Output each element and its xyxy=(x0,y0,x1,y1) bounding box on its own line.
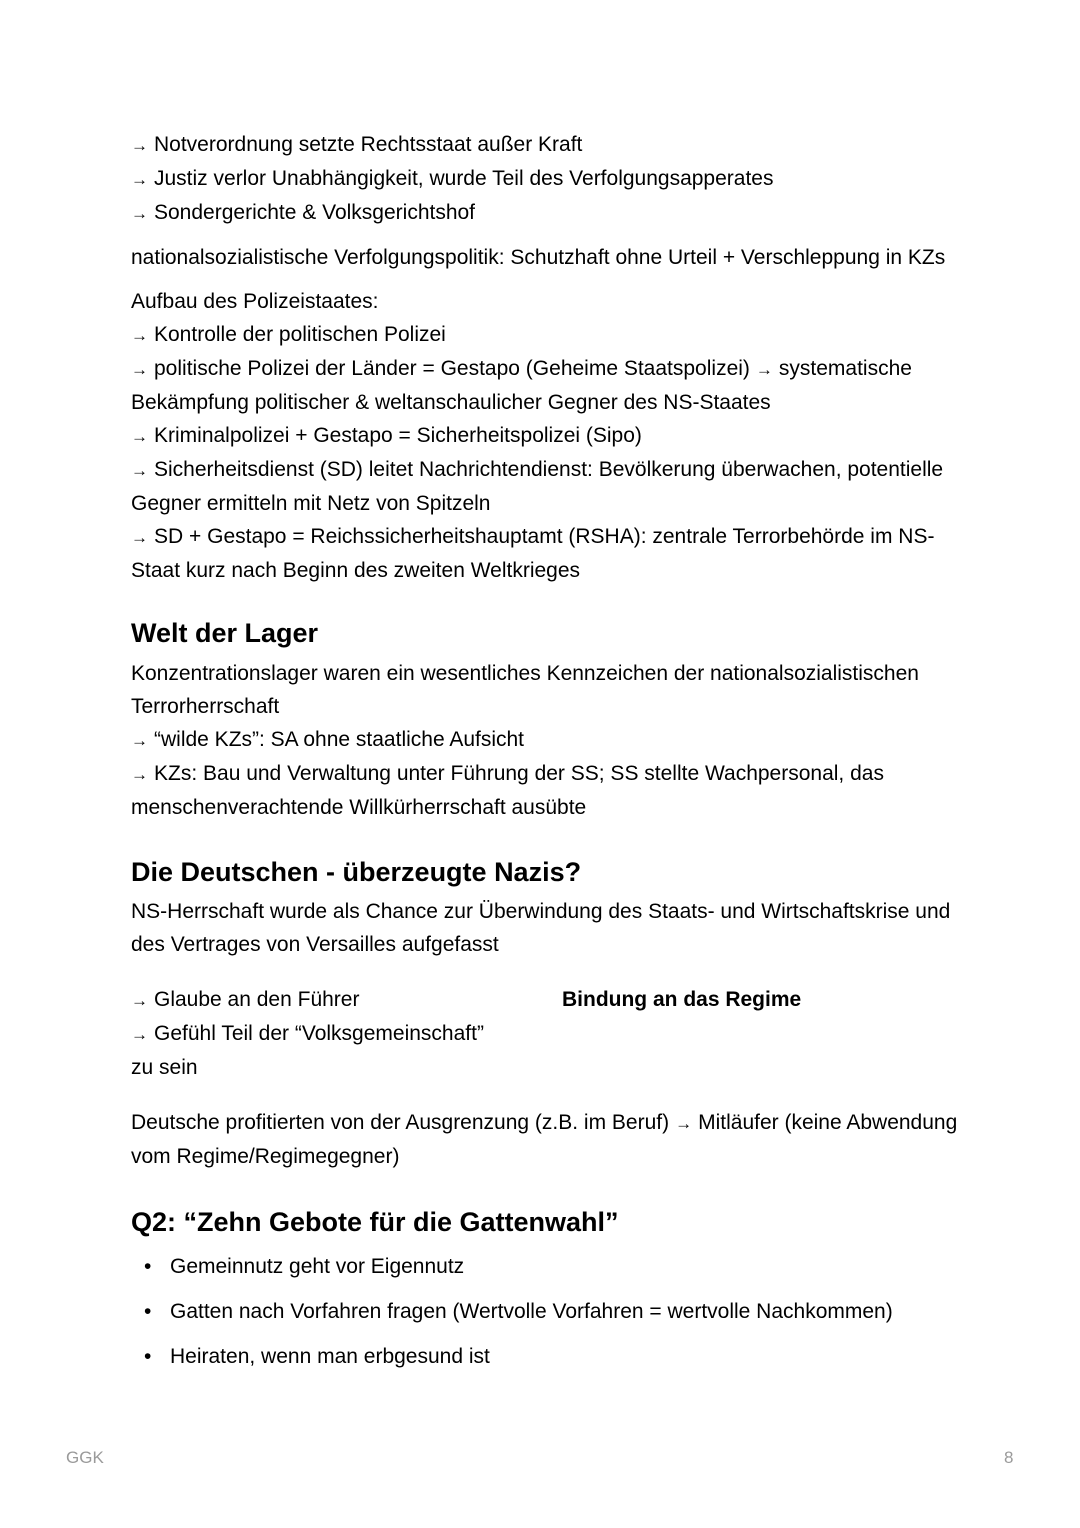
polizei-item-3: → Kriminalpolizei + Gestapo = Sicherheitspolizei (Sipo) xyxy=(131,419,961,453)
polizei-item-4: → Sicherheitsdienst (SD) leitet Nachrichtendienst: Bevölkerung überwachen, potentielle Gegner ermitteln mit Netz von Spitzeln xyxy=(131,453,961,520)
arrow-icon: → xyxy=(131,731,148,750)
intro-line-3: → Sondergerichte & Volksgerichtshof xyxy=(131,196,961,230)
list-item: • Gemeinnutz geht vor Eigennutz xyxy=(131,1250,961,1283)
bindung-regime-label: Bindung an das Regime xyxy=(562,988,802,1011)
arrow-icon: → xyxy=(131,427,148,446)
polizei-item-5: → SD + Gestapo = Reichssicherheitshauptamt (RSHA): zentrale Terrorbehörde im NS-Staat kurz nach Beginn des zweiten Weltkrieges xyxy=(131,520,961,587)
section-title-q2: Q2: “Zehn Gebote für die Gattenwahl” xyxy=(131,1207,619,1237)
bullet-icon: • xyxy=(144,1345,152,1368)
lager-item-2: → KZs: Bau und Verwaltung unter Führung der SS; SS stellte Wachpersonal, das menschenverachtende Willkürherrschaft ausübte xyxy=(131,757,961,824)
lager-item-1: → “wilde KZs”: SA ohne staatliche Aufsicht xyxy=(131,723,961,757)
arrow-icon: → xyxy=(131,991,148,1010)
q2-list xyxy=(131,1250,961,1373)
profit-paragraph: Deutsche profitierten von der Ausgrenzung (z.B. im Beruf) → Mitläufer (keine Abwendung vom Regime/Regimegegner) xyxy=(131,1106,961,1173)
list-item: • Gatten nach Vorfahren fragen (Wertvolle Vorfahren = wertvolle Nachkommen) xyxy=(131,1295,961,1328)
polizei-block xyxy=(131,285,961,587)
intro-block xyxy=(131,128,961,230)
bullet-icon: • xyxy=(144,1300,152,1323)
polizei-item-2: → politische Polizei der Länder = Gestapo (Geheime Staatspolizei) → systematische Bekämpfung politischer & weltanschaulicher Gegner des NS-Staates xyxy=(131,352,961,419)
intro-line-1: → Notverordnung setzte Rechtsstaat außer Kraft xyxy=(131,128,961,162)
bindung-columns xyxy=(131,983,961,1084)
arrow-icon: → xyxy=(675,1114,693,1133)
section-title-lager: Welt der Lager xyxy=(131,618,319,648)
bindung-left-column xyxy=(131,983,562,1084)
footer-label: GGK xyxy=(66,1448,104,1467)
bindung-item-1: → Glaube an den Führer xyxy=(131,983,562,1017)
intro-line-2: → Justiz verlor Unabhängigkeit, wurde Teil des Verfolgungsapperates xyxy=(131,162,961,196)
bullet-icon: • xyxy=(144,1255,152,1278)
polizei-heading: Aufbau des Polizeistaates: xyxy=(131,290,379,313)
arrow-icon: → xyxy=(131,360,148,379)
arrow-icon: → xyxy=(131,461,148,480)
arrow-icon: → xyxy=(131,1025,148,1044)
arrow-icon: → xyxy=(131,528,148,547)
polizei-item-1: → Kontrolle der politischen Polizei xyxy=(131,318,961,352)
arrow-icon: → xyxy=(131,204,148,223)
list-item: • Heiraten, wenn man erbgesund ist xyxy=(131,1340,961,1373)
arrow-icon: → xyxy=(131,170,148,189)
arrow-icon: → xyxy=(131,136,148,155)
page-number: 8 xyxy=(1004,1448,1014,1467)
lager-intro: Konzentrationslager waren ein wesentliches Kennzeichen der nationalsozialistischen Terrorherrschaft xyxy=(131,662,919,718)
bindung-item-2: → Gefühl Teil der “Volksgemeinschaft” zu sein xyxy=(131,1017,511,1084)
verfolgung-paragraph: nationalsozialistische Verfolgungspolitik: Schutzhaft ohne Urteil + Verschleppung in KZs xyxy=(131,246,946,269)
arrow-icon: → xyxy=(131,765,148,784)
lager-block xyxy=(131,657,961,824)
deutsche-intro: NS-Herrschaft wurde als Chance zur Überwindung des Staats- und Wirtschaftskrise und des Vertrages von Versailles aufgefasst xyxy=(131,900,951,956)
document-page xyxy=(131,128,961,1385)
arrow-icon: → xyxy=(131,326,148,345)
section-title-deutsche: Die Deutschen - überzeugte Nazis? xyxy=(131,857,582,887)
arrow-icon: → xyxy=(755,360,773,379)
